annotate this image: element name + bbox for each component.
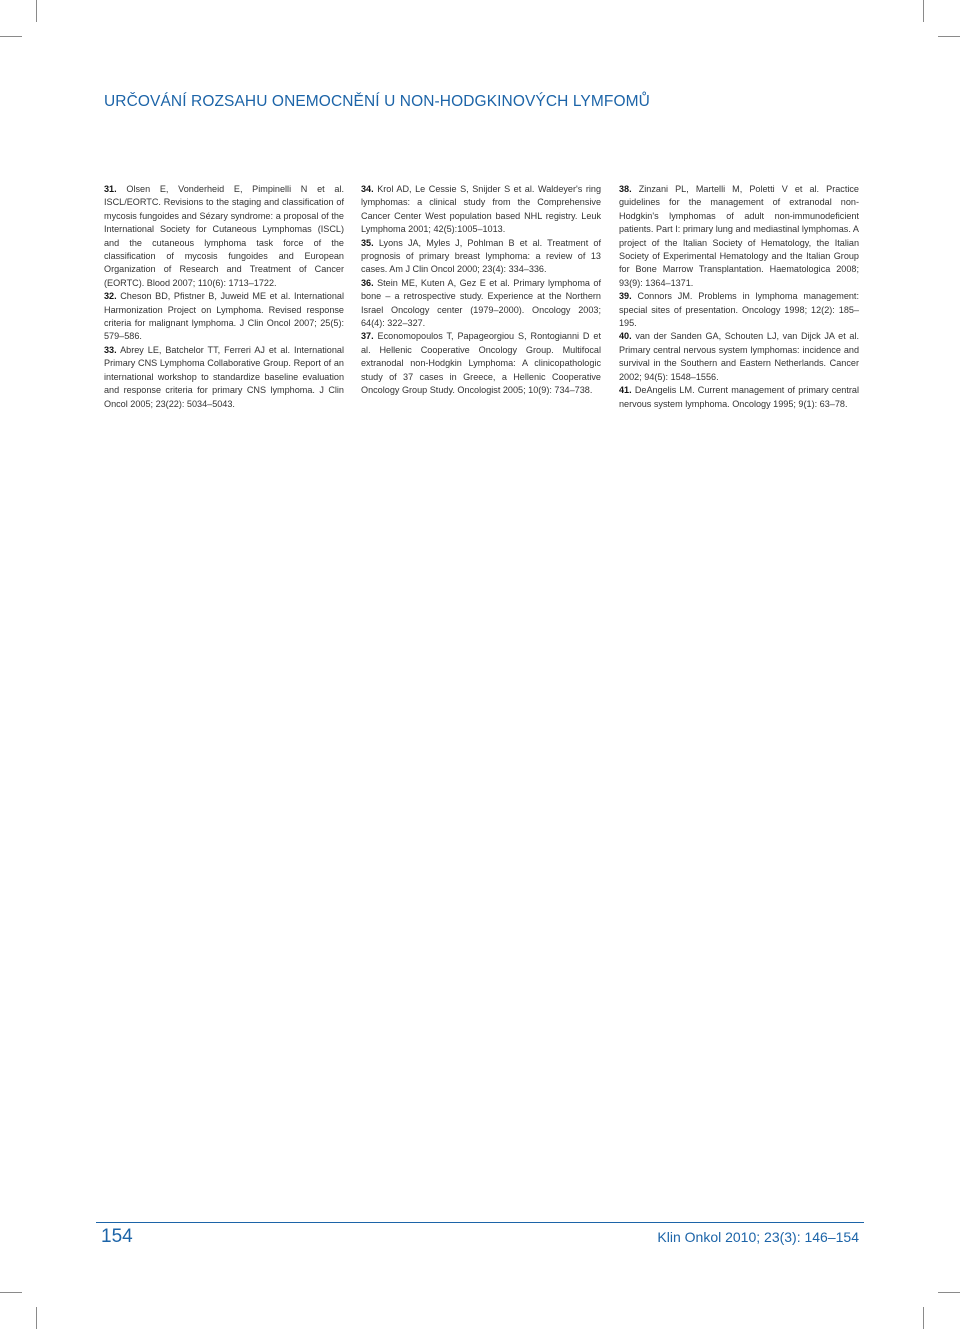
reference-number: 40. [619,331,632,342]
reference-text: Connors JM. Problems in lymphoma management: special sites of presentation. Oncology 1998; 12(2): 185–195. [619,291,859,329]
reference-item [619,384,859,411]
reference-number: 36. [361,277,374,288]
reference-text: Economopoulos T, Papageorgiou S, Rontogianni D et al. Hellenic Cooperative Oncology Group. Multifocal extranodal non-Hodgkin Lymphoma: A clinicopathologic study of 37 cases in Greece, a Hellenic Cooperative Oncology Group Study. Oncologist 2005; 10(9): 734–738. [361,331,601,396]
crop-mark [938,36,960,37]
crop-mark [923,0,924,22]
crop-mark [938,1292,960,1293]
reference-item [104,290,344,344]
reference-item [361,183,601,237]
reference-text: van der Sanden GA, Schouten LJ, van Dijck JA et al. Primary central nervous system lymphomas: incidence and survival in the Southern and Eastern Netherlands. Cancer 2002; 94(5): 1548–1556. [619,331,859,382]
reference-text: Krol AD, Le Cessie S, Snijder S et al. Waldeyer's ring lymphomas: a clinical study from the Comprehensive Cancer Center West population based NHL registry. Leuk Lymphoma 2001; 42(5):1005–1013. [361,184,601,235]
reference-number: 41. [619,385,632,396]
crop-mark [0,1292,22,1293]
running-header-title: URČOVÁNÍ ROZSAHU ONEMOCNĚNÍ U NON-HODGKINOVÝCH LYMFOMŮ [104,93,650,110]
reference-text: Olsen E, Vonderheid E, Pimpinelli N et al. ISCL/EORTC. Revisions to the staging and classification of mycosis fungoides and Sézary syndrome: a proposal of the International Society for Cutaneous Lymphomas (ISCL) and the cutaneous lymphoma task force of the classification of mycosis fungoides and European Organization of Research and Treatment of Cancer (EORTC). Blood 2007; 110(6): 1713–1722. [104,184,344,288]
crop-mark [923,1307,924,1329]
reference-text: Lyons JA, Myles J, Pohlman B et al. Treatment of prognosis of primary breast lymphoma: a review of 13 cases. Am J Clin Oncol 2000; 23(4): 334–336. [361,237,601,275]
references-column-1 [104,183,344,411]
page-number: 154 [101,1226,133,1247]
reference-item [619,183,859,290]
references-column-3 [619,183,859,411]
reference-item [619,290,859,330]
crop-mark [0,36,22,37]
reference-text: Cheson BD, Pfistner B, Juweid ME et al. International Harmonization Project on Lymphoma. Revised response criteria for malignant lymphoma. J Clin Oncol 2007; 25(5): 579–586. [104,291,344,342]
reference-number: 35. [361,237,374,248]
reference-item [361,330,601,397]
reference-text: DeAngelis LM. Current management of primary central nervous system lymphoma. Oncology 1995; 9(1): 63–78. [619,385,859,409]
reference-number: 32. [104,291,117,302]
reference-item [361,237,601,277]
reference-text: Zinzani PL, Martelli M, Poletti V et al. Practice guidelines for the management of extranodal non-Hodgkin's lymphomas of adult non-immunodeficient patients. Part I: primary lung and mediastinal lymphomas. A project of the Italian Society of Hematology, the Italian Society of Experimental Hematology and the Italian Group for Bone Marrow Transplantation. Haematologica 2008; 93(9): 1364–1371. [619,184,859,288]
reference-item [361,277,601,331]
reference-number: 37. [361,331,374,342]
crop-mark [36,0,37,22]
references-column-2 [361,183,601,398]
reference-item [619,330,859,384]
reference-number: 39. [619,291,632,302]
reference-text: Abrey LE, Batchelor TT, Ferreri AJ et al. International Primary CNS Lymphoma Collaborative Group. Report of an international workshop to standardize baseline evaluation and response criteria for primary CNS lymphoma. J Clin Oncol 2005; 23(22): 5034–5043. [104,344,344,409]
reference-text: Stein ME, Kuten A, Gez E et al. Primary lymphoma of bone – a retrospective study. Experience at the Northern Israel Oncology center (1979–2000). Oncology 2003; 64(4): 322–327. [361,277,601,329]
reference-item [104,344,344,411]
footer-divider [96,1222,864,1223]
journal-citation: Klin Onkol 2010; 23(3): 146–154 [657,1229,859,1245]
reference-number: 31. [104,184,117,194]
crop-mark [36,1307,37,1329]
reference-item [104,183,344,290]
reference-number: 33. [104,344,117,355]
reference-number: 34. [361,184,374,194]
reference-number: 38. [619,184,632,194]
